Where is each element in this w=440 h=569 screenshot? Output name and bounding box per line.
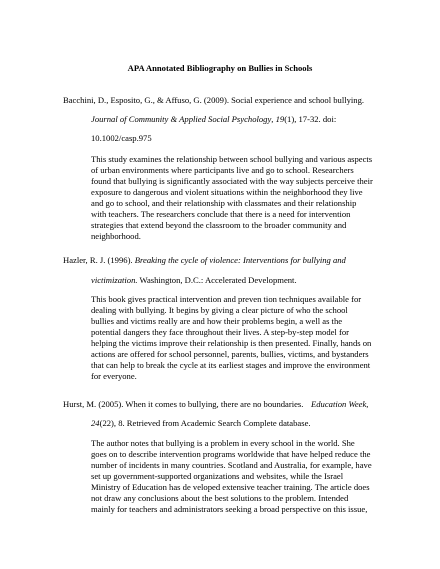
entry-1-annotation-line: and go to school, and their relationship with classmates and their relationship	[91, 198, 357, 208]
entry-2-annotation-line: potential dangers they face throughout their lives. A step-by-step model for	[91, 327, 349, 337]
entry-2-annotation-line: helping the victims improve their relationship is then presented. Finally, hands on	[91, 338, 372, 348]
entry-2-annotation-line: actions are offered for school personnel, parents, bullies, victims, and bystanders	[91, 349, 369, 359]
entry-3-annotation-line: goes on to describe intervention programs worldwide that have helped reduce the	[91, 449, 371, 459]
entry-3-annotation-line: not draw any conclusions about the best solutions to the problem. Intended	[91, 493, 349, 503]
entry-1-citation-line2	[91, 114, 336, 125]
entry-3-annotation-line: number of incidents in many countries. Scotland and Australia, for example, have	[91, 460, 372, 470]
document-title: APA Annotated Bibliography on Bullies in Schools	[127, 63, 313, 73]
entry-3-journal: Education Week	[311, 399, 367, 409]
entry-2-citation-line2	[91, 275, 297, 286]
entry-3-volume: 24	[91, 418, 100, 428]
entry-2-title: Breaking the cycle of violence: Interventions for bullying and	[134, 255, 346, 265]
entry-3-citation-line2	[91, 418, 311, 429]
entry-1-annotation-line: found that bullying is significantly associated with the way subjects perceive their	[91, 176, 373, 186]
entry-1-vol-prefix: ,	[271, 114, 276, 124]
entry-1-citation-line1: Bacchini, D., Esposito, G., & Affuso, G. (2009). Social experience and school bullying.	[63, 95, 365, 105]
entry-2-publisher: Washington, D.C.: Accelerated Development.	[137, 275, 297, 285]
entry-1-annotation-line: strategies that extend beyond the classroom to the broader community and	[91, 220, 347, 230]
entry-3-annotation-line: The author notes that bullying is a problem in every school in the world. She	[91, 438, 355, 448]
entry-1-annotation-line: exposure to dangerous and violent situations within the neighborhood they live	[91, 187, 363, 197]
entry-3-rest: (22), 8. Retrieved from Academic Search Complete database.	[99, 418, 311, 428]
entry-1-vol-suffix: (1), 17-32. doi:	[284, 114, 337, 124]
entry-2-author: Hazler, R. J. (1996).	[63, 255, 135, 265]
entry-1-doi: 10.1002/casp.975	[91, 133, 152, 143]
entry-3-journal-line	[311, 399, 368, 410]
entry-2-citation-line1	[63, 255, 346, 266]
entry-3-annotation-line: Ministry of Education has de veloped extensive teacher training. The article does	[91, 482, 370, 492]
entry-2-title-cont: victimization.	[91, 275, 138, 285]
entry-1-journal: Journal of Community & Applied Social Psychology	[91, 114, 272, 124]
entry-2-annotation-line: that can help to break the cycle at its earliest stages and improve the environment	[91, 360, 371, 370]
entry-1-annotation-line: neighborhood.	[91, 231, 141, 241]
entry-2-annotation-line: bullies and victims really are and how their problems begin, a well as the	[91, 316, 343, 326]
entry-3-annotation-line: set up government-supported organizations and websites, while the Israel	[91, 471, 344, 481]
entry-1-annotation-line: of urban environments where participants live and go to school. Researchers	[91, 165, 354, 175]
entry-3-annotation-line: mainly for teachers and administrators seeking a broad perspective on this issue,	[91, 504, 368, 514]
entry-1-annotation-line: This study examines the relationship between school bullying and various aspects	[91, 154, 373, 164]
entry-2-annotation-line: dealing with bullying. It begins by giving a clear picture of who the school	[91, 305, 348, 315]
entry-2-annotation-line: This book gives practical intervention and preven tion techniques available for	[91, 294, 362, 304]
entry-3-journal-suffix: ,	[366, 399, 369, 409]
entry-1-volume: 19	[275, 114, 285, 124]
entry-2-annotation-line: for everyone.	[91, 371, 137, 381]
entry-1-annotation-line: with teachers. The researchers conclude that there is a need for intervention	[91, 209, 351, 219]
entry-3-citation-line1: Hurst, M. (2005). When it comes to bullying, there are no boundaries.	[63, 399, 304, 409]
